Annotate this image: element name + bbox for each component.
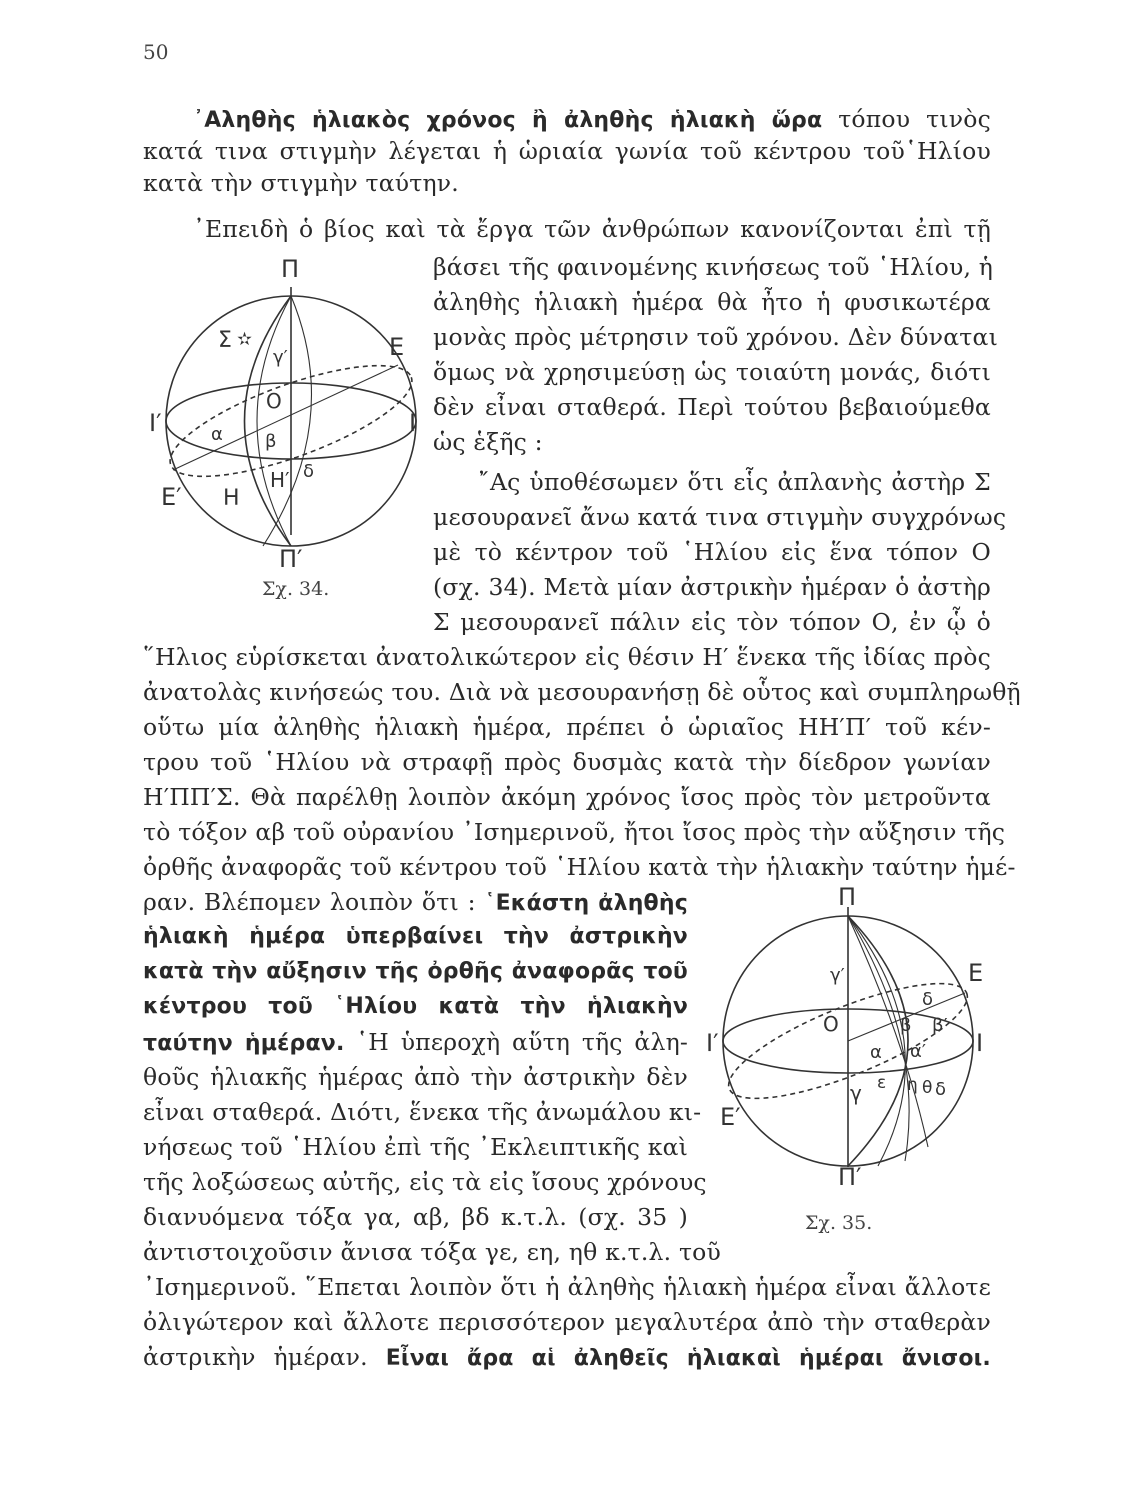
text-line: κατὰ τὴν αὔξησιν τῆς ὀρθῆς ἀναφορᾶς τοῦ [143,959,688,984]
text-line: κατὰ τὴν στιγμὴν ταύτην. [143,169,459,197]
ecliptic-diameter [173,365,398,470]
text-run: ῾Η ὑπεροχὴ αὕτη τῆς ἀλη- [344,1028,688,1056]
label-epsilon: ε [877,1073,887,1093]
label-I: Ι [976,1029,984,1057]
label-pole-south: Π′ [279,545,303,573]
text-line [143,104,991,136]
figure-34-celestial-sphere [143,255,443,585]
text-run: ραν. Βλέπομεν λοιπὸν ὅτι : [143,888,485,916]
label-O: Ο [266,389,282,413]
text-line: μονὰς πρὸς μέτρησιν τοῦ χρόνου. Δὲν δύναται [433,323,998,351]
text-line: νήσεως τοῦ ῾Ηλίου ἐπὶ τῆς ᾿Εκλειπτικῆς καὶ [143,1133,689,1161]
text-line: εἶναι σταθερά. Διότι, ἕνεκα τῆς ἀνωμάλου κι- [143,1098,702,1126]
label-E: Ε [389,333,405,361]
star-icon: ✫ [237,329,253,350]
text-line: κέντρου τοῦ ῾Ηλίου κατὰ τὴν ἡλιακὴν [143,994,688,1019]
text-line [143,1027,688,1059]
text-run: ἀστρικὴν ἡμέραν. [143,1343,386,1371]
label-sigma: Σ [218,328,232,353]
text-line: τῆς λοξώσεως αὐτῆς, εἰς τὰ εἰς ἴσους χρόνους [143,1168,707,1196]
text-line: μεσουρανεῖ ἄνω κατά τινα στιγμὴν συγχρόνως [433,503,1007,531]
label-eta: η [907,1075,918,1095]
label-gamma-prime: γ′ [830,965,845,986]
text-line: ὀλιγώτερον καὶ ἄλλοτε περισσότερον μεγαλυτέρα ἀπὸ τὴν σταθερὰν [143,1308,991,1336]
text-line: μὲ τὸ κέντρον τοῦ ῾Ηλίου εἰς ἕνα τόπον Ο [433,538,991,566]
text-line: Σ μεσουρανεῖ πάλιν εἰς τὸν τόπον Ο, ἐν ᾧ ὁ [433,608,991,636]
text-line: διανυόμενα τόξα γα, αβ, βδ κ.τ.λ. (σχ. 35 ) [143,1203,688,1231]
label-O: Ο [823,1012,839,1036]
figure-35-caption: Σχ. 35. [805,1212,873,1234]
meridian-arc [848,916,908,1166]
figure-35-celestial-sphere [700,883,1000,1191]
text-line: κατά τινα στιγμὴν λέγεται ἡ ὡριαία γωνία τοῦ κέντρου τοῦ῾Ηλίου [143,137,991,165]
label-H: Η [223,486,240,511]
text-line: τρου τοῦ ῾Ηλίου νὰ στραφῇ πρὸς δυσμὰς κατὰ τὴν δίεδρον γωνίαν [143,748,991,776]
label-delta-bottom: δ [935,1079,947,1100]
label-E: Ε [968,959,984,987]
text-line: ἡλιακὴ ἡμέρα ὑπερβαίνει τὴν ἀστρικὴν [143,924,688,949]
text-line: ῞Ηλιος εὑρίσκεται ἀνατολικώτερον εἰς θέσιν Η′ ἕνεκα τῆς ἰδίας πρὸς [143,643,991,671]
hour-circle-1 [848,916,905,1166]
label-pole-north: Π [838,883,857,911]
hour-circle-sun [263,296,311,546]
bold-statement: Εἶναι ἄρα αἱ ἀληθεῖς ἡλιακαὶ ἡμέραι ἄνισοι. [385,1346,991,1371]
label-E-prime: Ε′ [720,1103,741,1131]
text-line [143,1342,991,1374]
label-E-prime: Ε′ [161,483,182,511]
label-alpha: α [870,1042,882,1063]
text-line: δὲν εἶναι σταθερά. Περὶ τούτου βεβαιούμεθα [433,393,991,421]
figure-34-caption: Σχ. 34. [262,578,330,600]
text-line: οὕτω μία ἀληθὴς ἡλιακὴ ἡμέρα, πρέπει ὁ ὡριαῖος ΗΗ′Π′ τοῦ κέν- [143,713,991,741]
label-gamma: γ [850,1081,862,1105]
text-line: βάσει τῆς φαινομένης κινήσεως τοῦ ῾Ηλίου, ἡ [433,253,994,281]
label-pole-south: Π′ [838,1163,862,1191]
label-alpha: α [211,424,223,445]
bold-term: ᾿Αληθὴς ἡλιακὸς χρόνος ἢ ἀληθὴς ἡλιακὴ ὥρα [193,108,823,133]
label-delta-top: δ [922,989,934,1010]
label-theta: θ [922,1078,933,1098]
text-line: ῎Ας ὑποθέσωμεν ὅτι εἷς ἀπλανὴς ἀστὴρ Σ [478,468,991,496]
label-I: Ι [409,409,417,437]
hour-circle-arc [257,296,291,546]
label-beta: β [900,1015,912,1036]
text-line: ὀρθῆς ἀναφορᾶς τοῦ κέντρου τοῦ ῾Ηλίου κατὰ τὴν ἡλιακὴν ταύτην ἡμέ- [143,853,1016,881]
text-line: ἀληθὴς ἡλιακὴ ἡμέρα θὰ ἦτο ἡ φυσικωτέρα [433,288,991,316]
label-I-prime: Ι′ [149,409,162,437]
label-H-prime: Η′ [270,468,290,492]
label-gamma-prime: γ′ [273,347,288,368]
bold-statement: ταύτην ἡμέραν. [143,1031,345,1056]
text-run: τόπου τινὸς [822,105,991,133]
text-line: (σχ. 34). Μετὰ μίαν ἀστρικὴν ἡμέραν ὁ ἀστὴρ [433,573,991,601]
text-line: Η′ΠΠ′Σ. Θὰ παρέλθῃ λοιπὸν ἀκόμη χρόνος ἴσος πρὸς τὸν μετροῦντα [143,783,991,811]
text-line: ᾿Ισημερινοῦ. ῞Επεται λοιπὸν ὅτι ἡ ἀληθὴς ἡλιακὴ ἡμέρα εἶναι ἄλλοτε [143,1273,991,1301]
label-I-prime: Ι′ [706,1029,719,1057]
text-line: ἀνατολὰς κινήσεώς του. Διὰ νὰ μεσουρανήσῃ δὲ οὗτος καὶ συμπληρωθῇ [143,678,1021,706]
text-line: ἀντιστοιχοῦσιν ἄνισα τόξα γε, εη, ηθ κ.τ.λ. τοῦ [143,1238,721,1266]
text-line: ᾿Επειδὴ ὁ βίος καὶ τὰ ἔργα τῶν ἀνθρώπων κανονίζονται ἐπὶ τῇ [193,215,991,243]
page-number: 50 [143,40,169,64]
bold-statement: ῾Εκάστη ἀληθὴς [484,891,688,916]
text-line: ὅμως νὰ χρησιμεύσῃ ὡς τοιαύτη μονάς, διότι [433,358,991,386]
label-alpha-prime: α′ [910,1041,926,1062]
text-line: θοῦς ἡλιακῆς ἡμέρας ἀπὸ τὴν ἀστρικὴν δὲν [143,1063,688,1091]
text-line: τὸ τόξον αβ τοῦ οὐρανίου ᾿Ισημερινοῦ, ἤτοι ἴσος πρὸς τὴν αὔξησιν τῆς [143,818,1006,846]
text-line: ὡς ἑξῆς : [433,428,543,456]
label-delta: δ [303,461,315,482]
text-line [143,887,688,919]
label-beta: β [265,431,277,452]
label-beta-prime: β′ [932,1015,948,1036]
label-pole-north: Π [281,255,300,283]
